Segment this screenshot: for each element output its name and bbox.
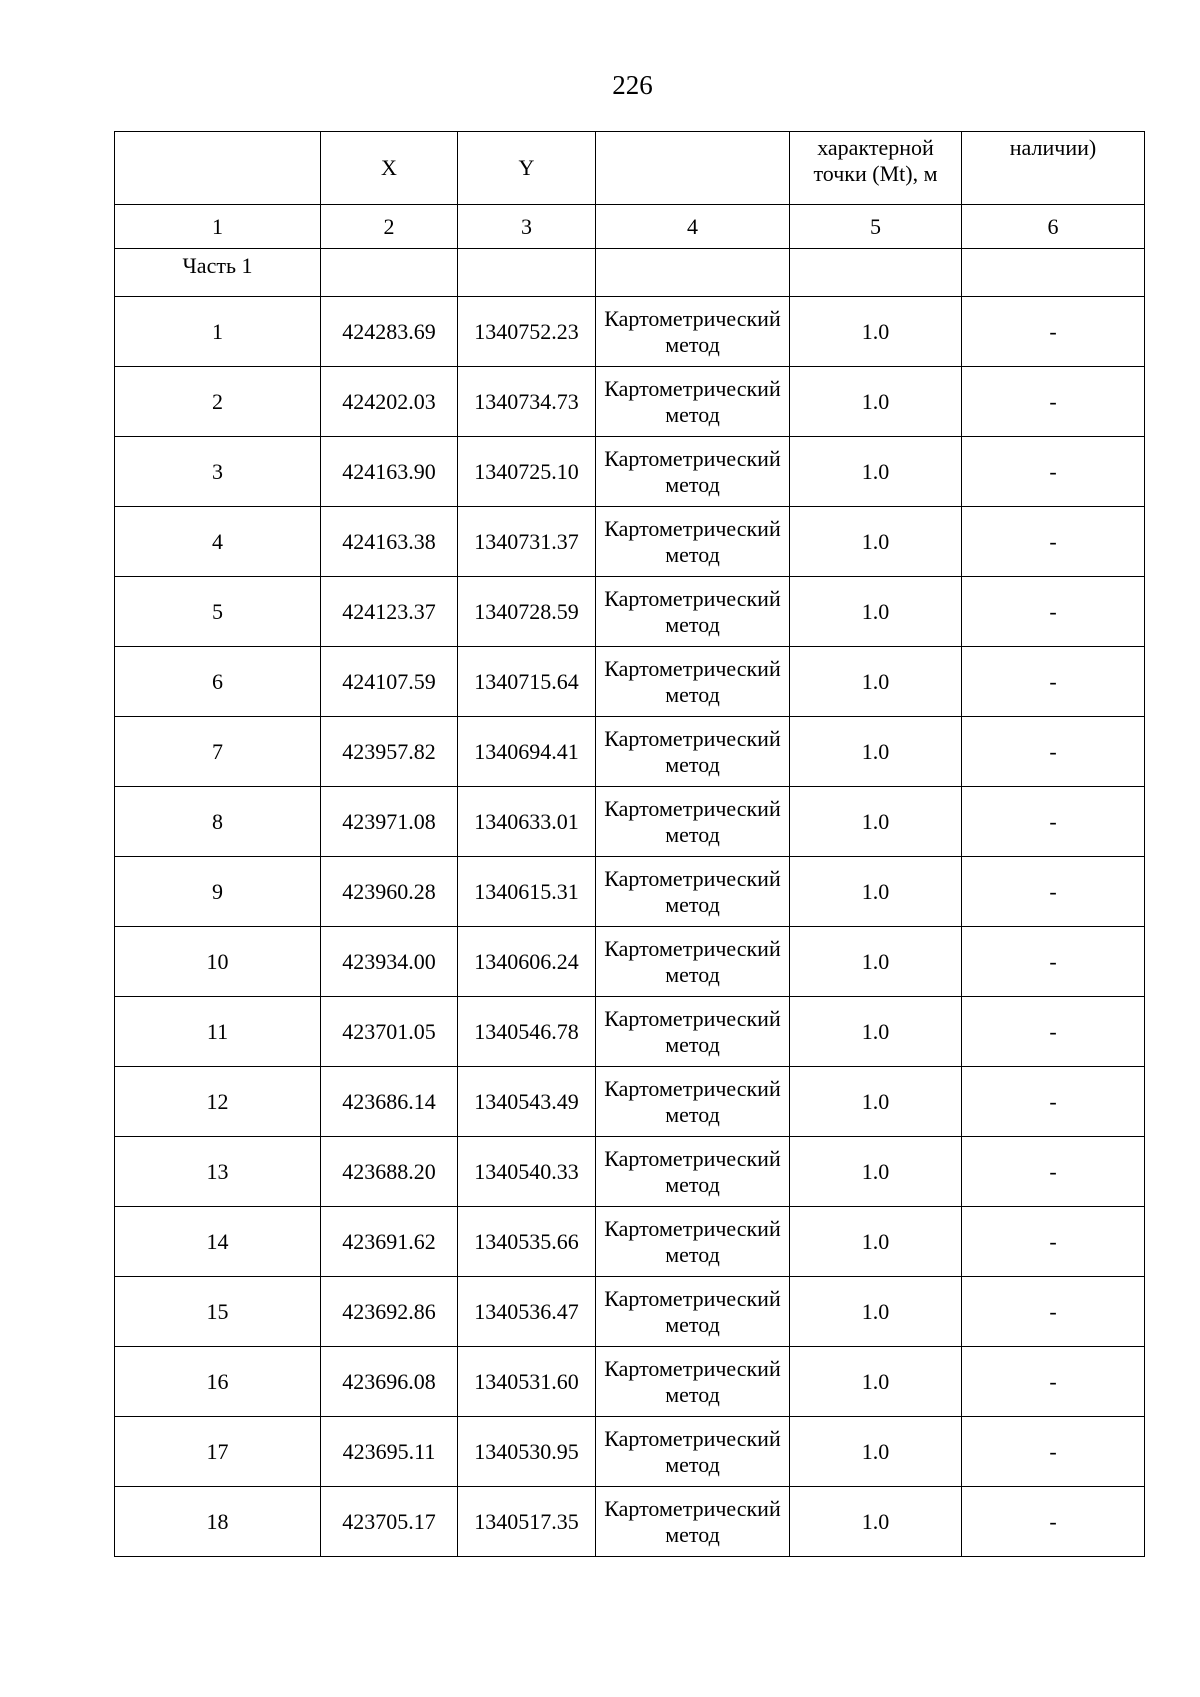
accuracy-mt-cell: 1.0 <box>790 997 962 1067</box>
table-row <box>115 647 1145 717</box>
method-line-2: метод <box>665 891 720 917</box>
method-cell <box>596 647 790 717</box>
accuracy-mt-cell: 1.0 <box>790 927 962 997</box>
note-cell: - <box>962 577 1145 647</box>
table-row <box>115 297 1145 367</box>
method-cell <box>596 297 790 367</box>
method-line-2: метод <box>665 1521 720 1547</box>
column-number: 4 <box>596 205 790 249</box>
table-row <box>115 1277 1145 1347</box>
note-cell: - <box>962 647 1145 717</box>
page-number: 226 <box>612 70 653 100</box>
accuracy-mt-cell: 1.0 <box>790 787 962 857</box>
table-row <box>115 857 1145 927</box>
y-coordinate-cell: 1340734.73 <box>458 367 596 437</box>
empty-cell <box>596 249 790 297</box>
note-cell: - <box>962 507 1145 577</box>
y-coordinate-cell: 1340694.41 <box>458 717 596 787</box>
method-cell <box>596 1487 790 1557</box>
method-cell <box>596 1067 790 1137</box>
note-cell: - <box>962 1277 1145 1347</box>
note-cell: - <box>962 297 1145 367</box>
point-number-cell: 10 <box>115 927 321 997</box>
y-coordinate-cell: 1340728.59 <box>458 577 596 647</box>
accuracy-mt-cell: 1.0 <box>790 1347 962 1417</box>
table-row <box>115 437 1145 507</box>
method-cell <box>596 717 790 787</box>
method-cell <box>596 1137 790 1207</box>
accuracy-mt-cell: 1.0 <box>790 857 962 927</box>
note-cell: - <box>962 1067 1145 1137</box>
x-coordinate-cell: 423701.05 <box>321 997 458 1067</box>
method-line-2: метод <box>665 1101 720 1127</box>
header-cell-1 <box>115 132 321 205</box>
point-number-cell: 8 <box>115 787 321 857</box>
point-number-cell: 16 <box>115 1347 321 1417</box>
table-row <box>115 1067 1145 1137</box>
y-coordinate-cell: 1340530.95 <box>458 1417 596 1487</box>
method-line-2: метод <box>665 471 720 497</box>
method-line-2: метод <box>665 541 720 567</box>
accuracy-mt-cell: 1.0 <box>790 647 962 717</box>
note-cell: - <box>962 787 1145 857</box>
method-line-2: метод <box>665 821 720 847</box>
method-line-1: Картометрический <box>604 585 781 611</box>
table-row <box>115 1487 1145 1557</box>
method-line-1: Картометрический <box>604 725 781 751</box>
x-coordinate-cell: 424163.38 <box>321 507 458 577</box>
point-number-cell: 13 <box>115 1137 321 1207</box>
header-cell-x: X <box>321 132 458 205</box>
note-cell: - <box>962 1347 1145 1417</box>
method-cell <box>596 437 790 507</box>
method-cell <box>596 577 790 647</box>
method-cell <box>596 787 790 857</box>
y-coordinate-cell: 1340606.24 <box>458 927 596 997</box>
method-line-2: метод <box>665 681 720 707</box>
note-cell: - <box>962 857 1145 927</box>
accuracy-mt-cell: 1.0 <box>790 437 962 507</box>
point-number-cell: 7 <box>115 717 321 787</box>
point-number-cell: 1 <box>115 297 321 367</box>
column-number: 2 <box>321 205 458 249</box>
empty-cell <box>790 249 962 297</box>
method-line-2: метод <box>665 1171 720 1197</box>
point-number-cell: 17 <box>115 1417 321 1487</box>
y-coordinate-cell: 1340517.35 <box>458 1487 596 1557</box>
method-line-1: Картометрический <box>604 655 781 681</box>
method-line-2: метод <box>665 1311 720 1337</box>
point-number-cell: 11 <box>115 997 321 1067</box>
method-line-2: метод <box>665 611 720 637</box>
point-number-cell: 15 <box>115 1277 321 1347</box>
note-cell: - <box>962 1137 1145 1207</box>
accuracy-mt-cell: 1.0 <box>790 1417 962 1487</box>
x-coordinate-cell: 423691.62 <box>321 1207 458 1277</box>
x-coordinate-cell: 423971.08 <box>321 787 458 857</box>
note-cell: - <box>962 1207 1145 1277</box>
point-number-cell: 5 <box>115 577 321 647</box>
point-number-cell: 2 <box>115 367 321 437</box>
table-row <box>115 997 1145 1067</box>
accuracy-mt-cell: 1.0 <box>790 1277 962 1347</box>
method-cell <box>596 1277 790 1347</box>
header-cell-4 <box>596 132 790 205</box>
coordinates-table <box>114 131 1145 1557</box>
column-number: 3 <box>458 205 596 249</box>
x-coordinate-cell: 423686.14 <box>321 1067 458 1137</box>
method-line-1: Картометрический <box>604 1425 781 1451</box>
method-line-1: Картометрический <box>604 1005 781 1031</box>
method-line-2: метод <box>665 751 720 777</box>
x-coordinate-cell: 423934.00 <box>321 927 458 997</box>
method-line-1: Картометрический <box>604 375 781 401</box>
table-row <box>115 717 1145 787</box>
x-coordinate-cell: 424202.03 <box>321 367 458 437</box>
y-coordinate-cell: 1340731.37 <box>458 507 596 577</box>
x-coordinate-cell: 423695.11 <box>321 1417 458 1487</box>
point-number-cell: 6 <box>115 647 321 717</box>
method-line-2: метод <box>665 331 720 357</box>
note-cell: - <box>962 1417 1145 1487</box>
method-cell <box>596 927 790 997</box>
y-coordinate-cell: 1340615.31 <box>458 857 596 927</box>
accuracy-mt-cell: 1.0 <box>790 1137 962 1207</box>
method-line-2: метод <box>665 1381 720 1407</box>
table-row <box>115 787 1145 857</box>
method-line-1: Картометрический <box>604 515 781 541</box>
method-line-1: Картометрический <box>604 1355 781 1381</box>
method-cell <box>596 997 790 1067</box>
y-coordinate-cell: 1340543.49 <box>458 1067 596 1137</box>
accuracy-mt-cell: 1.0 <box>790 1207 962 1277</box>
method-line-2: метод <box>665 1241 720 1267</box>
method-cell <box>596 1207 790 1277</box>
x-coordinate-cell: 423705.17 <box>321 1487 458 1557</box>
column-numbers-row <box>115 205 1145 249</box>
x-coordinate-cell: 424123.37 <box>321 577 458 647</box>
method-cell <box>596 1347 790 1417</box>
x-coordinate-cell: 424107.59 <box>321 647 458 717</box>
part-row <box>115 249 1145 297</box>
table-row <box>115 577 1145 647</box>
y-coordinate-cell: 1340715.64 <box>458 647 596 717</box>
x-coordinate-cell: 423696.08 <box>321 1347 458 1417</box>
method-line-1: Картометрический <box>604 445 781 471</box>
method-line-2: метод <box>665 1451 720 1477</box>
y-coordinate-cell: 1340540.33 <box>458 1137 596 1207</box>
x-coordinate-cell: 424283.69 <box>321 297 458 367</box>
method-line-2: метод <box>665 961 720 987</box>
method-line-2: метод <box>665 401 720 427</box>
y-coordinate-cell: 1340546.78 <box>458 997 596 1067</box>
method-line-1: Картометрический <box>604 935 781 961</box>
header-cell-note: наличии) <box>962 132 1145 205</box>
table-row <box>115 1207 1145 1277</box>
method-line-1: Картометрический <box>604 1075 781 1101</box>
point-number-cell: 3 <box>115 437 321 507</box>
point-number-cell: 9 <box>115 857 321 927</box>
method-cell <box>596 1417 790 1487</box>
note-cell: - <box>962 1487 1145 1557</box>
x-coordinate-cell: 423960.28 <box>321 857 458 927</box>
method-line-1: Картометрический <box>604 305 781 331</box>
y-coordinate-cell: 1340536.47 <box>458 1277 596 1347</box>
part-label: Часть 1 <box>115 249 321 297</box>
method-line-1: Картометрический <box>604 1495 781 1521</box>
header-row <box>115 132 1145 205</box>
x-coordinate-cell: 424163.90 <box>321 437 458 507</box>
x-coordinate-cell: 423688.20 <box>321 1137 458 1207</box>
note-cell: - <box>962 717 1145 787</box>
y-coordinate-cell: 1340531.60 <box>458 1347 596 1417</box>
accuracy-mt-cell: 1.0 <box>790 577 962 647</box>
accuracy-mt-cell: 1.0 <box>790 507 962 577</box>
column-number: 5 <box>790 205 962 249</box>
table-row <box>115 507 1145 577</box>
header-cell-mt: характерной точки (Mt), м <box>790 132 962 205</box>
note-cell: - <box>962 367 1145 437</box>
accuracy-mt-cell: 1.0 <box>790 717 962 787</box>
empty-cell <box>962 249 1145 297</box>
method-line-1: Картометрический <box>604 1285 781 1311</box>
note-cell: - <box>962 927 1145 997</box>
table-row <box>115 927 1145 997</box>
accuracy-mt-cell: 1.0 <box>790 367 962 437</box>
y-coordinate-cell: 1340752.23 <box>458 297 596 367</box>
table-row <box>115 367 1145 437</box>
method-line-1: Картометрический <box>604 1145 781 1171</box>
method-cell <box>596 367 790 437</box>
accuracy-mt-cell: 1.0 <box>790 297 962 367</box>
table-row <box>115 1417 1145 1487</box>
column-number: 6 <box>962 205 1145 249</box>
empty-cell <box>458 249 596 297</box>
method-line-1: Картометрический <box>604 865 781 891</box>
accuracy-mt-cell: 1.0 <box>790 1067 962 1137</box>
y-coordinate-cell: 1340535.66 <box>458 1207 596 1277</box>
method-line-2: метод <box>665 1031 720 1057</box>
method-cell <box>596 857 790 927</box>
x-coordinate-cell: 423957.82 <box>321 717 458 787</box>
table-row <box>115 1137 1145 1207</box>
x-coordinate-cell: 423692.86 <box>321 1277 458 1347</box>
y-coordinate-cell: 1340725.10 <box>458 437 596 507</box>
table-row <box>115 1347 1145 1417</box>
note-cell: - <box>962 437 1145 507</box>
method-cell <box>596 507 790 577</box>
method-line-1: Картометрический <box>604 795 781 821</box>
accuracy-mt-cell: 1.0 <box>790 1487 962 1557</box>
header-cell-y: Y <box>458 132 596 205</box>
note-cell: - <box>962 997 1145 1067</box>
point-number-cell: 12 <box>115 1067 321 1137</box>
point-number-cell: 14 <box>115 1207 321 1277</box>
point-number-cell: 4 <box>115 507 321 577</box>
method-line-1: Картометрический <box>604 1215 781 1241</box>
empty-cell <box>321 249 458 297</box>
point-number-cell: 18 <box>115 1487 321 1557</box>
y-coordinate-cell: 1340633.01 <box>458 787 596 857</box>
column-number: 1 <box>115 205 321 249</box>
